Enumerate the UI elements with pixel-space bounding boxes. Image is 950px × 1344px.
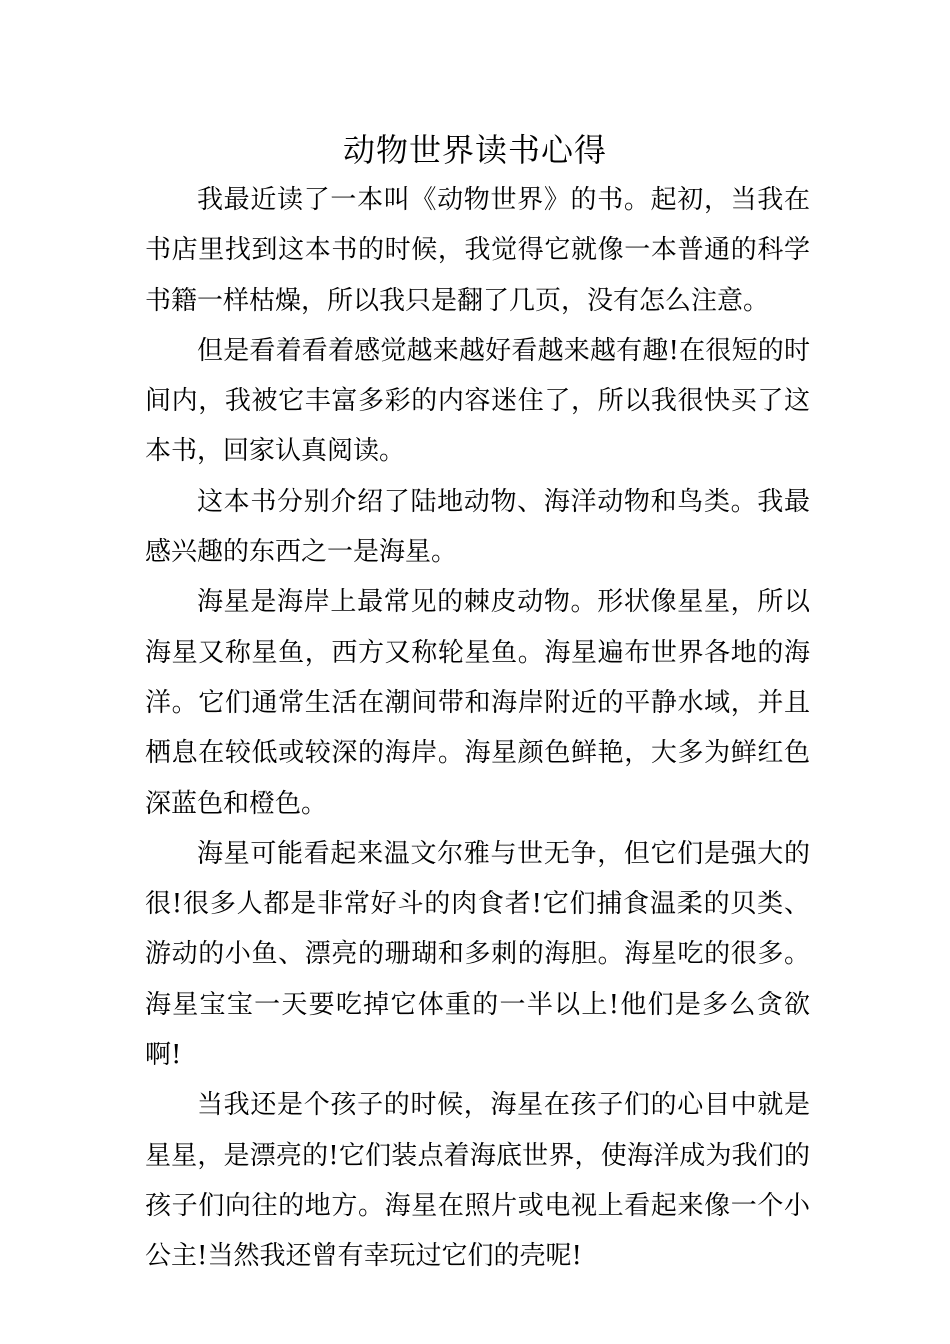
- document-title: 动物世界读书心得: [342, 131, 607, 169]
- document-body: [145, 175, 810, 1282]
- paragraph: 海星是海岸上最常见的棘皮动物。形状像星星，所以海星又称星鱼，西方又称轮星鱼。海星遍布世界各地的海洋。它们通常生活在潮间带和海岸附近的平静水域，并且栖息在较低或较深的海岸。海星颜色鲜艳，大多为鲜红色深蓝色和橙色。: [145, 587, 810, 819]
- paragraph: 但是看着看着感觉越来越好看越来越有趣!在很短的时间内，我被它丰富多彩的内容迷住了，所以我很快买了这本书，回家认真阅读。: [145, 335, 810, 467]
- paragraph: 这本书分别介绍了陆地动物、海洋动物和鸟类。我最感兴趣的东西之一是海星。: [145, 486, 810, 568]
- paragraph: 我最近读了一本叫《动物世界》的书。起初，当我在书店里找到这本书的时候，我觉得它就像一本普通的科学书籍一样枯燥，所以我只是翻了几页，没有怎么注意。: [145, 185, 810, 316]
- paragraph: 当我还是个孩子的时候，海星在孩子们的心目中就是星星，是漂亮的!它们装点着海底世界，使海洋成为我们的孩子们向往的地方。海星在照片或电视上看起来像一个小公主!当然我还曾有幸玩过它们的壳呢!: [145, 1090, 810, 1272]
- paragraph: 海星可能看起来温文尔雅与世无争，但它们是强大的很!很多人都是非常好斗的肉食者!它们捕食温柔的贝类、游动的小鱼、漂亮的珊瑚和多刺的海胆。海星吃的很多。海星宝宝一天要吃掉它体重的一半以上!他们是多么贪欲啊!: [145, 838, 810, 1071]
